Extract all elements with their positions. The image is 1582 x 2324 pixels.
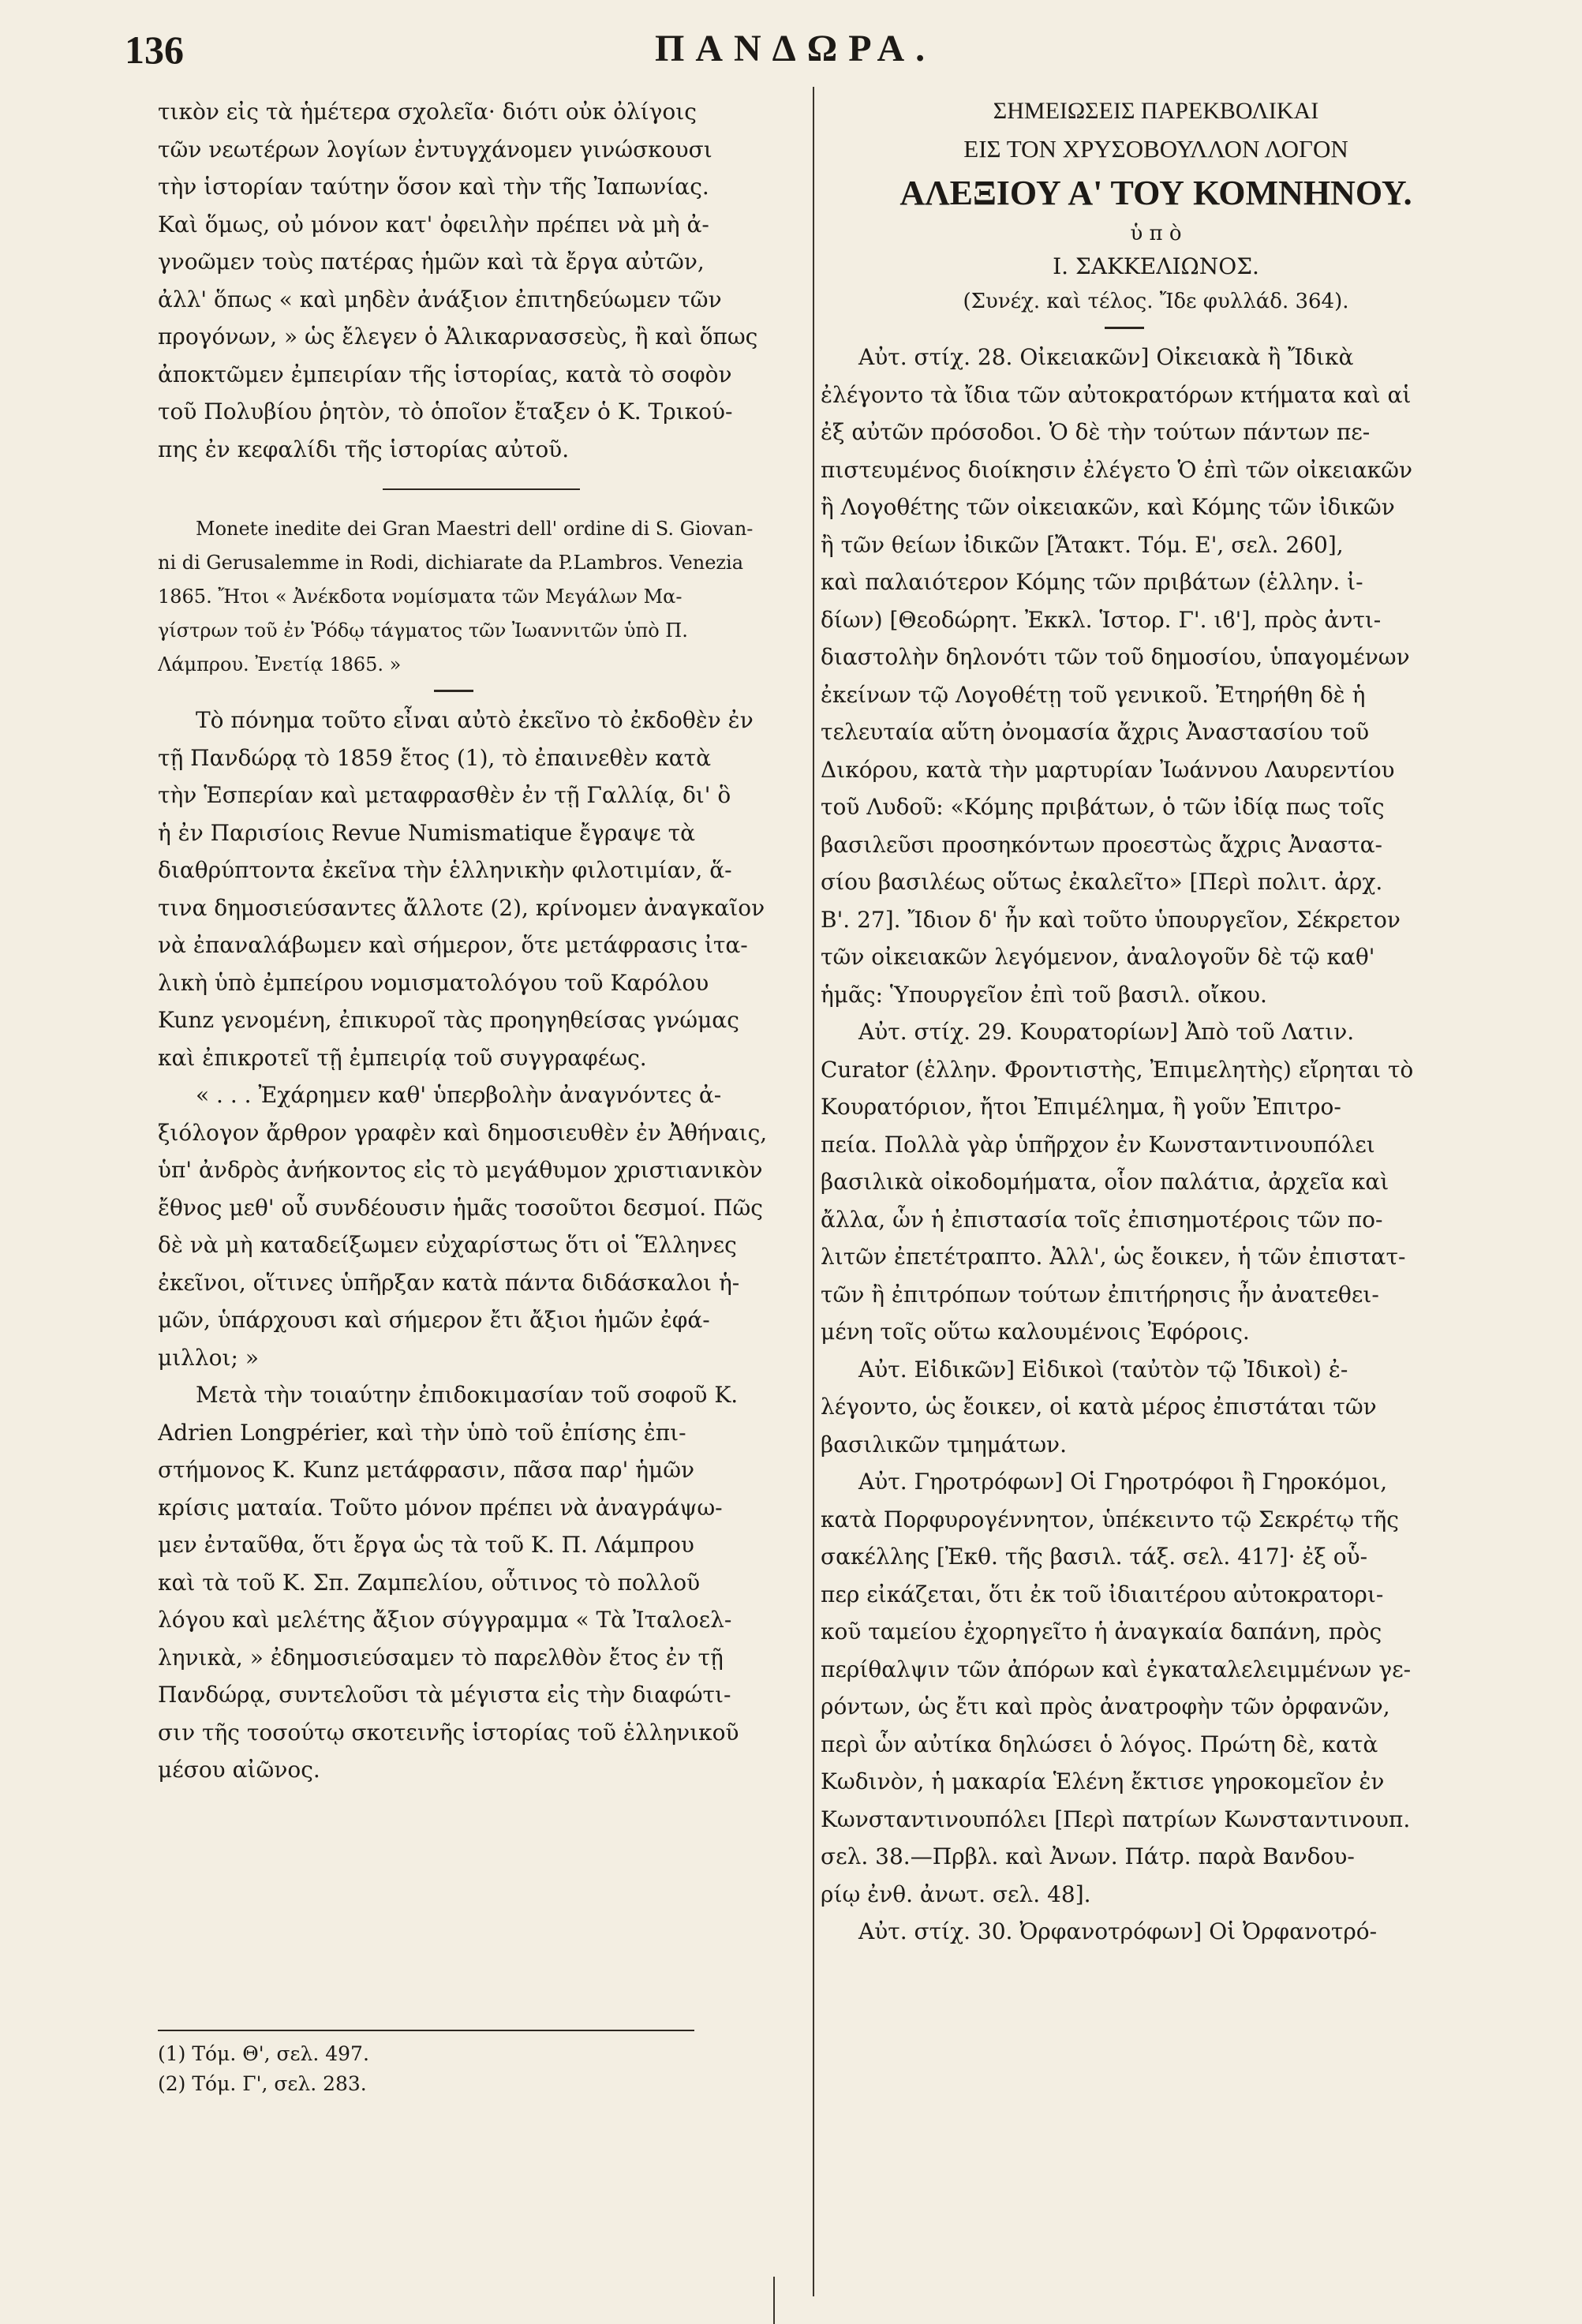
text-line: λόγου καὶ μελέτης ἄξιον σύγγραμμα « Τὰ Ἰταλοελ- xyxy=(158,1607,732,1633)
text-line: Adrien Longpérier, καὶ τὴν ὑπὸ τοῦ ἐπίσης ἐπι- xyxy=(158,1419,686,1446)
page-number: 136 xyxy=(125,28,184,72)
author-name: Ι. ΣΑΚΚΕΛΙΩΝΟΣ. xyxy=(1053,253,1259,279)
article-heading-line3: ΑΛΕΞΙΟΥ Α' ΤΟΥ ΚΟΜΝΗΝΟΥ. xyxy=(899,174,1412,212)
text-line: Αὐτ. Εἰδικῶν] Εἰδικοὶ (ταὐτὸν τῷ Ἰδικοὶ) ἐ- xyxy=(858,1356,1348,1383)
text-line: σιν τῆς τοσούτῳ σκοτεινῆς ἱστορίας τοῦ ἑλληνικοῦ xyxy=(158,1719,739,1746)
bottom-divider xyxy=(773,2277,775,2324)
text-line: ἀποκτῶμεν ἐμπειρίαν τῆς ἱστορίας, κατὰ τὸ σοφὸν xyxy=(158,361,732,387)
text-line: μένη τοῖς οὕτω καλουμένοις Ἐφόροις. xyxy=(821,1319,1250,1345)
text-line: Κωνσταντινουπόλει [Περὶ πατρίων Κωνσταντινουπ. xyxy=(821,1806,1411,1832)
text-line: σακέλλης [Ἐκθ. τῆς βασιλ. τάξ. σελ. 417]· ἐξ οὗ- xyxy=(821,1544,1368,1570)
notice-line: Monete inedite dei Gran Maestri dell' ordine di S. Giovan- xyxy=(196,518,754,540)
text-line: Κωδινὸν, ἡ μακαρία Ἑλένη ἔκτισε γηροκομεῖον ἐν xyxy=(821,1768,1385,1794)
text-line: ἐκεῖνοι, οἵτινες ὑπῆρξαν κατὰ πάντα διδάσκαλοι ἡ- xyxy=(158,1269,740,1296)
notice-line: 1865. Ἤτοι « Ἀνέκδοτα νομίσματα τῶν Μεγάλων Μα- xyxy=(158,586,683,608)
text-line: Β'. 27]. Ἴδιον δ' ἦν καὶ τοῦτο ὑπουργεῖον, Σέκρετον xyxy=(821,906,1401,933)
text-line: μεν ἐνταῦθα, ὅτι ἔργα ὡς τὰ τοῦ Κ. Π. Λάμπρου xyxy=(158,1532,694,1558)
text-line: λικὴ ὑπὸ ἐμπείρου νομισματολόγου τοῦ Καρόλου xyxy=(158,969,709,996)
text-line: ἄλλα, ὧν ἡ ἐπιστασία τοῖς ἐπισημοτέροις τῶν πο- xyxy=(821,1206,1383,1233)
text-line: καὶ ἐπικροτεῖ τῇ ἐμπειρίᾳ τοῦ συγγραφέως. xyxy=(158,1044,647,1071)
text-line: κρίσις ματαία. Τοῦτο μόνον πρέπει νὰ ἀναγράψω- xyxy=(158,1494,723,1521)
journal-title: ΠΑΝΔΩΡΑ. xyxy=(655,28,937,69)
text-line: ρόντων, ὡς ἔτι καὶ πρὸς ἀνατροφὴν τῶν ὀρφανῶν, xyxy=(821,1693,1390,1720)
text-line: τοῦ Λυδοῦ: «Κόμης πριβάτων, ὁ τῶν ἰδίᾳ πως τοῖς xyxy=(821,794,1385,820)
text-line: ἐλέγοντο τὰ ἴδια τῶν αὐτοκρατόρων κτήματα καὶ αἱ xyxy=(821,381,1412,408)
text-line: δίων) [Θεοδώρητ. Ἐκκλ. Ἱστορ. Γ'. ιϐ'], πρὸς ἀντι- xyxy=(821,606,1382,633)
section-rule xyxy=(383,488,580,490)
text-line: καὶ τὰ τοῦ Κ. Σπ. Ζαμπελίου, οὗτινος τὸ πολλοῦ xyxy=(158,1569,701,1596)
text-line: ἡ ἐν Παρισίοις Revue Numismatique ἔγραψε τὰ xyxy=(158,819,696,846)
text-line: προγόνων, » ὡς ἔλεγεν ὁ Ἀλικαρνασσεὺς, ἢ καὶ ὅπως xyxy=(158,324,758,350)
text-line: Καὶ ὅμως, οὐ μόνον κατ' ὀφειλὴν πρέπει νὰ μὴ ἀ- xyxy=(158,211,709,238)
text-line: Κουρατόριον, ἤτοι Ἐπιμέλημα, ἢ γοῦν Ἐπιτρο- xyxy=(821,1094,1341,1120)
text-line: τοῦ Πολυβίου ῥητὸν, τὸ ὁποῖον ἔταξεν ὁ Κ. Τρικού- xyxy=(158,399,733,425)
article-body xyxy=(821,339,1491,1951)
page-header xyxy=(110,22,1523,77)
text-line: πης ἐν κεφαλίδι τῆς ἱστορίας αὐτοῦ. xyxy=(158,436,570,462)
notice-line: Λάμπρου. Ἐνετίᾳ 1865. » xyxy=(158,653,402,675)
text-line: βασιλικῶν τμημάτων. xyxy=(821,1431,1067,1458)
text-line: περίθαλψιν τῶν ἀπόρων καὶ ἐγκαταλελειμμένων γε- xyxy=(821,1656,1412,1682)
text-line: Αὐτ. στίχ. 28. Οἰκειακῶν] Οἰκειακὰ ἢ Ἴδικὰ xyxy=(858,344,1354,370)
text-line: τῶν νεωτέρων λογίων ἐντυγχάνομεν γινώσκουσι xyxy=(158,136,712,163)
text-line: ξιόλογον ἄρθρον γραφὲν καὶ δημοσιευθὲν ἐν Ἀθήναις, xyxy=(158,1119,768,1146)
text-line: Τὸ πόνημα τοῦτο εἶναι αὐτὸ ἐκεῖνο τὸ ἐκδοθὲν ἐν xyxy=(196,707,754,733)
byline-by: ὑ π ὸ xyxy=(1130,222,1182,245)
text-line: τῶν ἢ ἐπιτρόπων τούτων ἐπιτήρησις ἦν ἀνατεθει- xyxy=(821,1281,1379,1308)
text-line: λέγοντο, ὡς ἔοικεν, οἱ κατὰ μέρος ἐπιστάται τῶν xyxy=(821,1394,1377,1420)
notice-line: γίστρων τοῦ ἐν Ῥόδῳ τάγματος τῶν Ἰωαννιτῶν ὑπὸ Π. xyxy=(158,619,688,642)
text-line: καὶ παλαιότερον Κόμης τῶν πριβάτων (ἑλλην. ἰ- xyxy=(821,569,1363,595)
text-line: Αὐτ. στίχ. 29. Κουρατορίων] Ἀπὸ τοῦ Λατιν. xyxy=(858,1019,1355,1045)
text-line: τὴν ἱστορίαν ταύτην ὅσον καὶ τὴν τῆς Ἰαπωνίας. xyxy=(158,174,709,200)
right-column xyxy=(821,93,1491,1951)
text-line: Δικόρου, κατὰ τὴν μαρτυρίαν Ἰωάννου Λαυρεντίου xyxy=(821,756,1395,783)
text-line: διαθρύπτοντα ἐκεῖνα τὴν ἑλληνικὴν φιλοτιμίαν, ἅ- xyxy=(158,857,732,883)
text-line: ἐξ αὐτῶν πρόσοδοι. Ὁ δὲ τὴν τούτων πάντων πε- xyxy=(821,419,1371,445)
column-divider xyxy=(813,87,814,2296)
text-line: περ εἰκάζεται, ὅτι ἐκ τοῦ ἰδιαιτέρου αὐτοκρατορι- xyxy=(821,1581,1384,1607)
text-line: ἀλλ' ὅπως « καὶ μηδὲν ἀνάξιον ἐπιτηδεύωμεν τῶν xyxy=(158,286,722,312)
continuation-note: (Συνέχ. καὶ τέλος. Ἴδε φυλλάδ. 364). xyxy=(963,290,1349,313)
text-line: « . . . Ἐχάρημεν καθ' ὑπερβολὴν ἀναγνόντες ἀ- xyxy=(196,1082,722,1108)
footnotes xyxy=(158,2030,805,2099)
text-line: λιτῶν ἐπετέτραπτο. Ἀλλ', ὡς ἔοικεν, ἡ τῶν ἐπιστατ- xyxy=(821,1244,1406,1270)
text-line: ἡμᾶς: Ὑπουργεῖον ἐπὶ τοῦ βασιλ. οἴκου. xyxy=(821,981,1267,1008)
text-line: Αὐτ. στίχ. 30. Ὀρφανοτρόφων] Οἱ Ὀρφανοτρό- xyxy=(858,1918,1378,1944)
text-line: πιστευμένος διοίκησιν ἐλέγετο Ὁ ἐπὶ τῶν οἰκειακῶν xyxy=(821,456,1412,483)
notice-line: ni di Gerusalemme in Rodi, dichiarate da P.Lambros. Venezia xyxy=(158,552,744,574)
footnote-1: (1) Τόμ. Θ', σελ. 497. xyxy=(158,2042,369,2065)
text-line: κοῦ ταμείου ἐχορηγεῖτο ἡ ἀναγκαία δαπάνη, πρὸς xyxy=(821,1619,1382,1645)
heading-rule xyxy=(1105,327,1144,329)
text-line: πεία. Πολλὰ γὰρ ὑπῆρχον ἐν Κωνσταντινουπόλει xyxy=(821,1131,1375,1158)
text-line: σελ. 38.—Πρβλ. καὶ Ἀνων. Πάτρ. παρὰ Βανδου- xyxy=(821,1843,1355,1869)
article-heading-line1: ΣΗΜΕΙΩΣΕΙΣ ΠΑΡΕΚΒΟΛΙΚΑΙ xyxy=(993,98,1319,124)
left-column xyxy=(158,93,805,1789)
article-heading-line2: ΕΙΣ ΤΟΝ ΧΡΥΣΟΒΟΥΛΛΟΝ ΛΟΓΟΝ xyxy=(963,135,1348,163)
text-line: βασιλικὰ οἰκοδομήματα, οἷον παλάτια, ἀρχεῖα καὶ xyxy=(821,1169,1389,1195)
text-line: μέσου αἰῶνος. xyxy=(158,1757,320,1783)
text-line: ἐκείνων τῷ Λογοθέτῃ τοῦ γενικοῦ. Ἐτηρήθη δὲ ἡ xyxy=(821,681,1366,708)
text-line: ἢ Λογοθέτης τῶν οἰκειακῶν, καὶ Κόμης τῶν ἰδικῶν xyxy=(821,494,1395,520)
text-line: τελευταία αὕτη ὀνομασία ἄχρις Ἀναστασίου τοῦ xyxy=(821,719,1370,745)
book-notice xyxy=(158,512,805,682)
text-line: δὲ νὰ μὴ καταδείξωμεν εὐχαρίστως ὅτι οἱ Ἕλληνες xyxy=(158,1232,737,1258)
text-line: Kunz γενομένη, ἐπικυροῖ τὰς προηγηθείσας γνώμας xyxy=(158,1007,739,1033)
text-line: τῇ Πανδώρᾳ τὸ 1859 ἔτος (1), τὸ ἐπαινεθὲν κατὰ xyxy=(158,744,711,771)
text-line: βασιλεῦσι προσηκόντων προεστὼς ἄχρις Ἀναστα- xyxy=(821,831,1382,858)
text-line: περὶ ὧν αὐτίκα δηλώσει ὁ λόγος. Πρώτη δὲ, κατὰ xyxy=(821,1731,1378,1757)
text-line: ἢ τῶν θείων ἰδικῶν [Ἄτακτ. Τόμ. Ε', σελ. 260], xyxy=(821,531,1344,558)
text-line: Curator (ἑλλην. Φροντιστὴς, Ἐπιμελητὴς) εἴρηται τὸ xyxy=(821,1056,1414,1083)
text-line: ἔθνος μεθ' οὗ συνδέουσιν ἡμᾶς τοσοῦτοι δεσμοί. Πῶς xyxy=(158,1194,763,1221)
text-line: σίου βασιλέως οὕτως ἐκαλεῖτο» [Περὶ πολιτ. ἀρχ. xyxy=(821,869,1383,895)
text-line: μιλλοι; » xyxy=(158,1344,259,1371)
text-line: μῶν, ὑπάρχουσι καὶ σήμερον ἔτι ἄξιοι ἡμῶν ἐφά- xyxy=(158,1307,710,1333)
text-line: τικὸν εἰς τὰ ἡμέτερα σχολεῖα· διότι οὐκ ὀλίγοις xyxy=(158,99,697,125)
text-line: κατὰ Πορφυρογέννητον, ὑπέκειντο τῷ Σεκρέτῳ τῆς xyxy=(821,1506,1399,1532)
text-line: νὰ ἐπαναλάβωμεν καὶ σήμερον, ὅτε μετάφρασις ἰτα- xyxy=(158,932,748,958)
review-body xyxy=(158,702,805,1789)
text-line: ὑπ' ἀνδρὸς ἀνήκοντος εἰς τὸ μεγάθυμον χριστιανικὸν xyxy=(158,1157,763,1183)
text-line: διαστολὴν δηλονότι τῶν τοῦ δημοσίου, ὑπαγομένων xyxy=(821,644,1410,670)
text-line: Αὐτ. Γηροτρόφων] Οἱ Γηροτρόφοι ἢ Γηροκόμοι, xyxy=(858,1469,1388,1495)
intro-paragraph xyxy=(158,93,805,468)
footnote-2: (2) Τόμ. Γ', σελ. 283. xyxy=(158,2072,367,2095)
text-line: τινα δημοσιεύσαντες ἄλλοτε (2), κρίνομεν ἀναγκαῖον xyxy=(158,894,765,921)
text-line: τὴν Ἑσπερίαν καὶ μεταφρασθὲν ἐν τῇ Γαλλίᾳ, δι' ὃ xyxy=(158,782,731,808)
text-line: ρίῳ ἐνθ. ἀνωτ. σελ. 48]. xyxy=(821,1881,1091,1907)
text-line: Πανδώρᾳ, συντελοῦσι τὰ μέγιστα εἰς τὴν διαφώτι- xyxy=(158,1682,731,1708)
short-dash-rule xyxy=(434,690,473,692)
footnote-rule xyxy=(158,2030,694,2031)
text-line: στήμονος Κ. Kunz μετάφρασιν, πᾶσα παρ' ἡμῶν xyxy=(158,1457,695,1483)
text-line: ληνικὰ, » ἐδημοσιεύσαμεν τὸ παρελθὸν ἔτος ἐν τῇ xyxy=(158,1644,724,1671)
text-line: Μετὰ τὴν τοιαύτην ἐπιδοκιμασίαν τοῦ σοφοῦ Κ. xyxy=(196,1382,739,1408)
text-line: γνοῶμεν τοὺς πατέρας ἡμῶν καὶ τὰ ἔργα αὐτῶν, xyxy=(158,249,705,275)
text-line: τῶν οἰκειακῶν λεγόμενον, ἀναλογοῦν δὲ τῷ καθ' xyxy=(821,944,1375,970)
